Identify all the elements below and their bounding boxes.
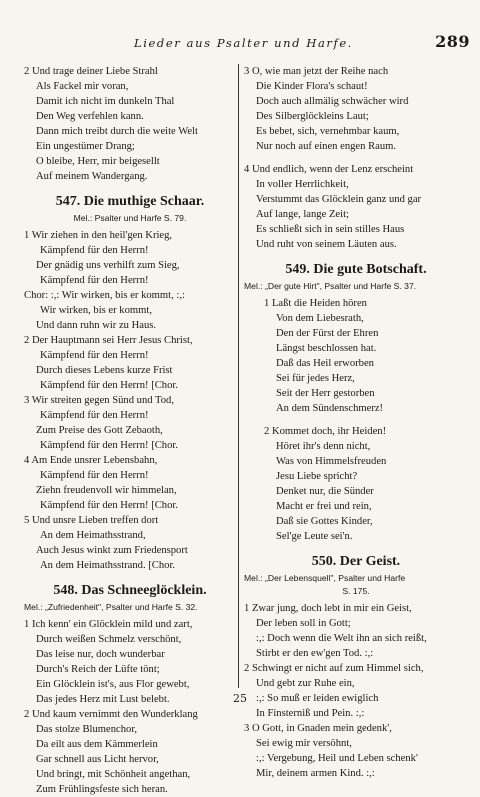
- verse-line: Der gnädig uns verhilft zum Sieg,: [36, 260, 180, 271]
- verse-line: Das stolze Blumenchor,: [36, 724, 138, 735]
- verse-line: An dem Sündenschmerz!: [276, 403, 384, 414]
- verse-line: Kämpfend für den Herrn!: [40, 470, 149, 481]
- verse-line: Sel'ge Leute sei'n.: [276, 531, 353, 542]
- verse-line: Kämpfend für den Herrn!: [40, 245, 149, 256]
- verse-line: :,: Vergebung, Heil und Leben schenk': [256, 753, 418, 764]
- verse-line: Auch Jesus winkt zum Friedensport: [36, 545, 188, 556]
- stanza-gap: [244, 154, 468, 162]
- stanza-gap: [264, 416, 468, 424]
- verse-line: Nur noch auf einen engen Raum.: [256, 141, 397, 152]
- hymn-550-melody: Mel.: „Der Lebensquell", Psalter und Harfe: [244, 573, 406, 583]
- verse-line: Gar schnell aus Licht hervor,: [36, 754, 159, 765]
- verse-line: 3 O Gott, in Gnaden mein gedenk',: [244, 723, 392, 734]
- verse-line: Kämpfend für den Herrn! [Chor.: [40, 500, 178, 511]
- verse-line: :,: Doch wenn die Welt ihn an sich reißt,: [256, 633, 427, 644]
- verse-line: Kämpfend für den Herrn! [Chor.: [40, 380, 178, 391]
- verse-line: Den der Fürst der Ehren: [276, 328, 379, 339]
- verse-line: 1 Zwar jung, doch lebt in mir ein Geist,: [244, 603, 412, 614]
- verse-line: An dem Heimathsstrand,: [40, 530, 146, 541]
- verse-line: Die Kinder Flora's schaut!: [256, 81, 368, 92]
- verse-line: 2 Kommet doch, ihr Heiden!: [264, 426, 387, 437]
- hymn-546-continuation: [24, 64, 236, 184]
- verse-line: 4 Und endlich, wenn der Lenz erscheint: [244, 164, 414, 175]
- verse-line: 2 Der Hauptmann sei Herr Jesus Christ,: [24, 335, 193, 346]
- verse-line: Es bebet, sich, vernehmbar kaum,: [256, 126, 400, 137]
- verse-line: 1 Wir ziehen in den heil'gen Krieg,: [24, 230, 173, 241]
- verse-line: Seit der Herr gestorben: [276, 388, 375, 399]
- chorus-line: Chor: :,: Wir wirken, bis er kommt, :,:: [24, 290, 185, 301]
- hymn-548-title: 548. Das Schneeglöcklein.: [53, 583, 207, 598]
- verse-line: Auf lange, lange Zeit;: [256, 209, 349, 220]
- verse-line: Mir, deinem armen Kind. :,:: [256, 768, 375, 779]
- verse-line: Das leise nur, doch wunderbar: [36, 649, 165, 660]
- hymn-549-text: [244, 296, 468, 544]
- verse-line: Kämpfend für den Herrn!: [40, 275, 149, 286]
- verse-line: Denket nur, die Sünder: [276, 486, 374, 497]
- verse-line: Sei ewig mir versöhnt,: [256, 738, 352, 749]
- verse-line: In Finsterniß und Pein. :,:: [256, 708, 365, 719]
- page-header: [24, 34, 470, 54]
- verse-line: Auf meinem Wandergang.: [36, 171, 148, 182]
- verse-line: Stirbt er den ew'gen Tod. :,:: [256, 648, 374, 659]
- verse-line: Und gebt zur Ruhe ein,: [256, 678, 355, 689]
- verse-line: Kämpfend für den Herrn!: [40, 350, 149, 361]
- verse-line: Damit ich nicht im dunkeln Thal: [36, 96, 175, 107]
- verse-line: 5 Und unsre Lieben treffen dort: [24, 515, 159, 526]
- verse-line: 3 O, wie man jetzt der Reihe nach: [244, 66, 389, 77]
- verse-line: Verstummt das Glöcklein ganz und gar: [256, 194, 422, 205]
- verse-line: Durch's Reich der Lüfte tönt;: [36, 664, 160, 675]
- hymn-550-title: 550. Der Geist.: [311, 554, 401, 569]
- verse-line: Durch dieses Lebens kurze Frist: [36, 365, 173, 376]
- verse-line: Durch weißen Schmelz verschönt,: [36, 634, 182, 645]
- verse-line: Und ruht von seinem Läuten aus.: [256, 239, 397, 250]
- verse-line: Macht er frei und rein,: [276, 501, 372, 512]
- verse-line: Doch auch allmälig schwächer wird: [256, 96, 409, 107]
- verse-line: Daß sie Gottes Kinder,: [276, 516, 373, 527]
- page-number: 289: [435, 32, 470, 51]
- verse-line: Höret ihr's denn nicht,: [276, 441, 371, 452]
- verse-line: Des Silberglöckleins Laut;: [256, 111, 369, 122]
- verse-line: Der leben soll in Gott;: [256, 618, 351, 629]
- verse-line: In voller Herrlichkeit,: [256, 179, 349, 190]
- verse-line: O bleibe, Herr, mir beigesellt: [36, 156, 160, 167]
- verse-line: Den Weg verfehlen kann.: [36, 111, 144, 122]
- verse-line: Ein Glöcklein ist's, aus Flor gewebt,: [36, 679, 190, 690]
- verse-line: Daß das Heil erworben: [276, 358, 374, 369]
- verse-line: Zum Frühlingsfeste sich heran.: [36, 784, 168, 795]
- hymn-548-continuation: [244, 64, 468, 252]
- hymn-549-title: 549. Die gute Botschaft.: [285, 262, 427, 277]
- verse-line: 2 Schwingt er nicht auf zum Himmel sich,: [244, 663, 424, 674]
- verse-line: Zum Preise des Gott Zebaoth,: [36, 425, 163, 436]
- verse-line: Kämpfend für den Herrn!: [40, 410, 149, 421]
- verse-line: 2 Und trage deiner Liebe Strahl: [24, 66, 158, 77]
- verse-line: Sei für jedes Herz,: [276, 373, 355, 384]
- hymn-549-melody: Mel.: „Der gute Hirt", Psalter und Harfe S. 37.: [244, 281, 417, 291]
- hymn-547-melody: Mel.: Psalter und Harfe S. 79.: [73, 213, 187, 223]
- verse-line: Ziehn freudenvoll wir himmelan,: [36, 485, 177, 496]
- verse-line: Kämpfend für den Herrn! [Chor.: [40, 440, 178, 451]
- hymn-547-title: 547. Die muthige Schaar.: [55, 194, 205, 209]
- column-divider: [238, 64, 239, 688]
- hymn-550-melody-page: S. 175.: [342, 586, 370, 596]
- hymn-548-melody: Mel.: „Zufriedenheit", Psalter und Harfe S. 32.: [24, 602, 198, 612]
- chorus-line: Wir wirken, bis er kommt,: [40, 305, 152, 316]
- right-column: [244, 64, 468, 781]
- signature-mark: 25: [233, 692, 247, 705]
- hymn-547-text: [24, 228, 236, 573]
- verse-line: Als Fackel mir voran,: [36, 81, 129, 92]
- verse-line: Jesu Liebe spricht?: [276, 471, 358, 482]
- verse-line: Von dem Liebesrath,: [276, 313, 364, 324]
- verse-line: 3 Wir streiten gegen Sünd und Tod,: [24, 395, 174, 406]
- chorus-line: Und dann ruhn wir zu Haus.: [36, 320, 157, 331]
- verse-line: Was von Himmelsfreuden: [276, 456, 387, 467]
- verse-line: Es schließt sich in sein stilles Haus: [256, 224, 405, 235]
- left-column: [24, 64, 236, 797]
- verse-line: Ein ungestümer Drang;: [36, 141, 135, 152]
- verse-line: Dann mich treibt durch die weite Welt: [36, 126, 198, 137]
- verse-line: An dem Heimathsstrand. [Chor.: [40, 560, 176, 571]
- verse-line: 4 Am Ende unsrer Lebensbahn,: [24, 455, 158, 466]
- verse-line: 1 Laßt die Heiden hören: [264, 298, 367, 309]
- verse-line: Längst beschlossen hat.: [276, 343, 377, 354]
- running-title: Lieder aus Psalter und Harfe.: [134, 36, 354, 50]
- verse-line: :,: So muß er leiden ewiglich: [256, 693, 379, 704]
- hymn-550-text: [244, 601, 468, 781]
- verse-line: 1 Ich kenn' ein Glöcklein mild und zart,: [24, 619, 193, 630]
- verse-line: 2 Und kaum vernimmt den Wunderklang: [24, 709, 198, 720]
- hymn-548-text: [24, 617, 236, 797]
- verse-line: Das jedes Herz mit Lust belebt.: [36, 694, 170, 705]
- verse-line: Und bringt, mit Schönheit angethan,: [36, 769, 191, 780]
- verse-line: Da eilt aus dem Kämmerlein: [36, 739, 158, 750]
